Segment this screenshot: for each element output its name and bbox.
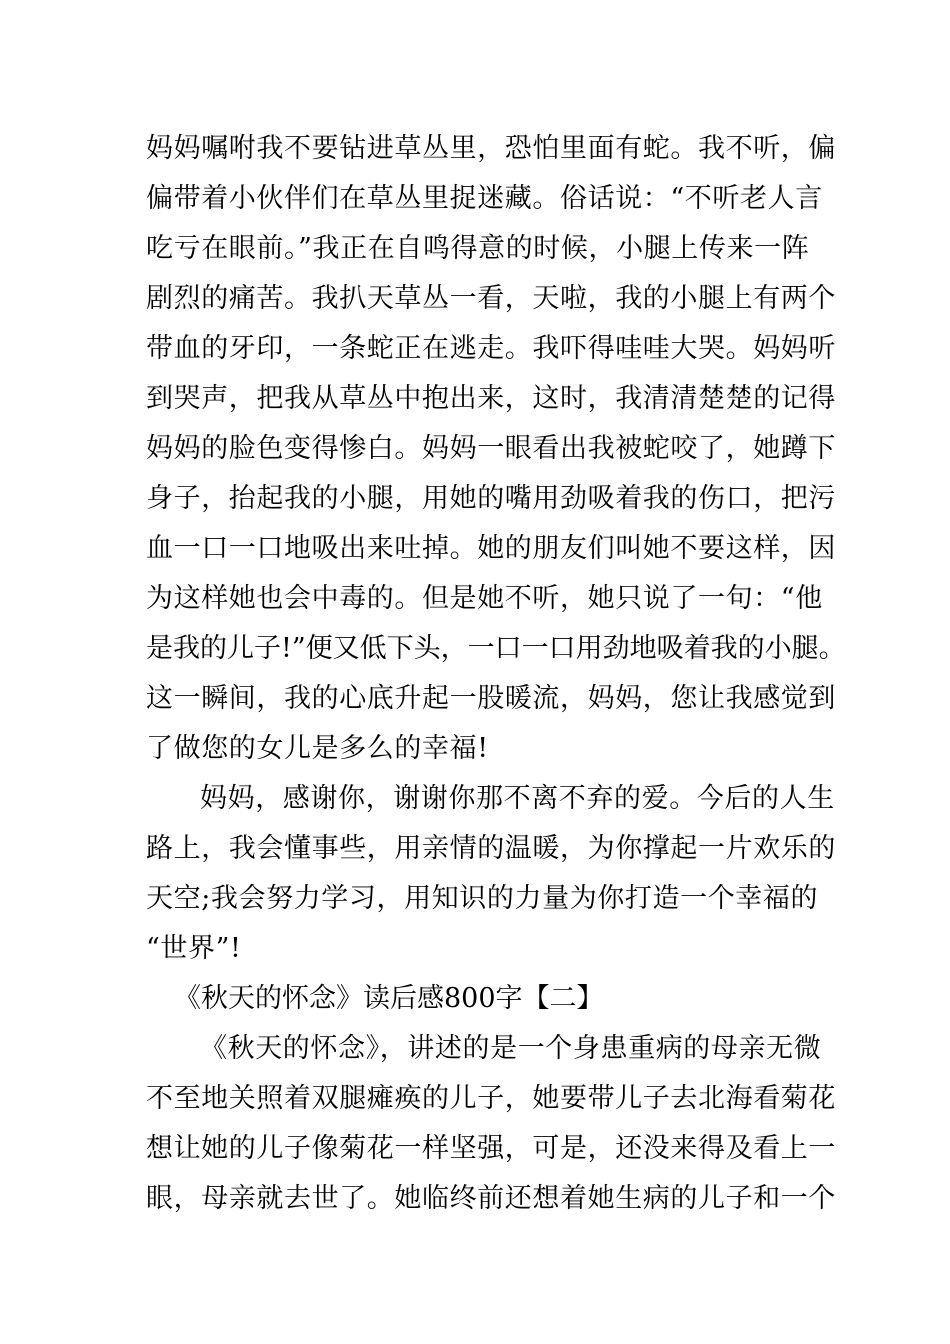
text-line: 吃亏在眼前。”我正在自鸣得意的时候，小腿上传来一阵 [146, 233, 810, 264]
text-line: 为这样她也会中毒的。但是她不听，她只说了一句：“他 [146, 583, 823, 614]
text-line: 血一口一口地吸出来吐掉。她的朋友们叫她不要这样，因 [146, 533, 836, 564]
paragraph-start-line: 妈妈，感谢你，谢谢你那不离不弃的爱。今后的人生 [200, 783, 835, 814]
text-line: 了做您的女儿是多么的幸福! [146, 733, 489, 764]
text-line: 眼，母亲就去世了。她临终前还想着她生病的儿子和一个 [146, 1183, 836, 1214]
text-line: 妈妈的脸色变得惨白。妈妈一眼看出我被蛇咬了，她蹲下 [146, 433, 836, 464]
text-line: 身子，抬起我的小腿，用她的嘴用劲吸着我的伤口，把污 [146, 483, 836, 514]
text-line: 带血的牙印，一条蛇正在逃走。我吓得哇哇大哭。妈妈听 [146, 333, 836, 364]
text-line: 不至地关照着双腿瘫痪的儿子，她要带儿子去北海看菊花 [146, 1083, 836, 1114]
text-line: 妈妈嘱咐我不要钻进草丛里，恐怕里面有蛇。我不听，偏 [146, 133, 836, 164]
text-line: 到哭声，把我从草丛中抱出来，这时，我清清楚楚的记得 [146, 383, 836, 414]
text-line: 想让她的儿子像菊花一样坚强，可是，还没来得及看上一 [146, 1133, 836, 1164]
text-line: “世界”! [146, 933, 242, 964]
section-heading: 《秋天的怀念》读后感800字【二】 [174, 983, 604, 1014]
paragraph-start-line: 《秋天的怀念》，讲述的是一个身患重病的母亲无微 [200, 1033, 822, 1064]
text-line: 偏带着小伙伴们在草丛里捉迷藏。俗话说：“不听老人言 [146, 183, 823, 214]
text-line: 是我的儿子!”便又低下头，一口一口用劲地吸着我的小腿。 [146, 633, 846, 664]
text-line: 剧烈的痛苦。我扒天草丛一看，天啦，我的小腿上有两个 [146, 283, 836, 314]
text-line: 天空;我会努力学习，用知识的力量为你打造一个幸福的 [146, 883, 819, 914]
text-line: 这一瞬间，我的心底升起一股暖流，妈妈，您让我感觉到 [146, 683, 836, 714]
text-line: 路上，我会懂事些，用亲情的温暖，为你撑起一片欢乐的 [146, 833, 836, 864]
